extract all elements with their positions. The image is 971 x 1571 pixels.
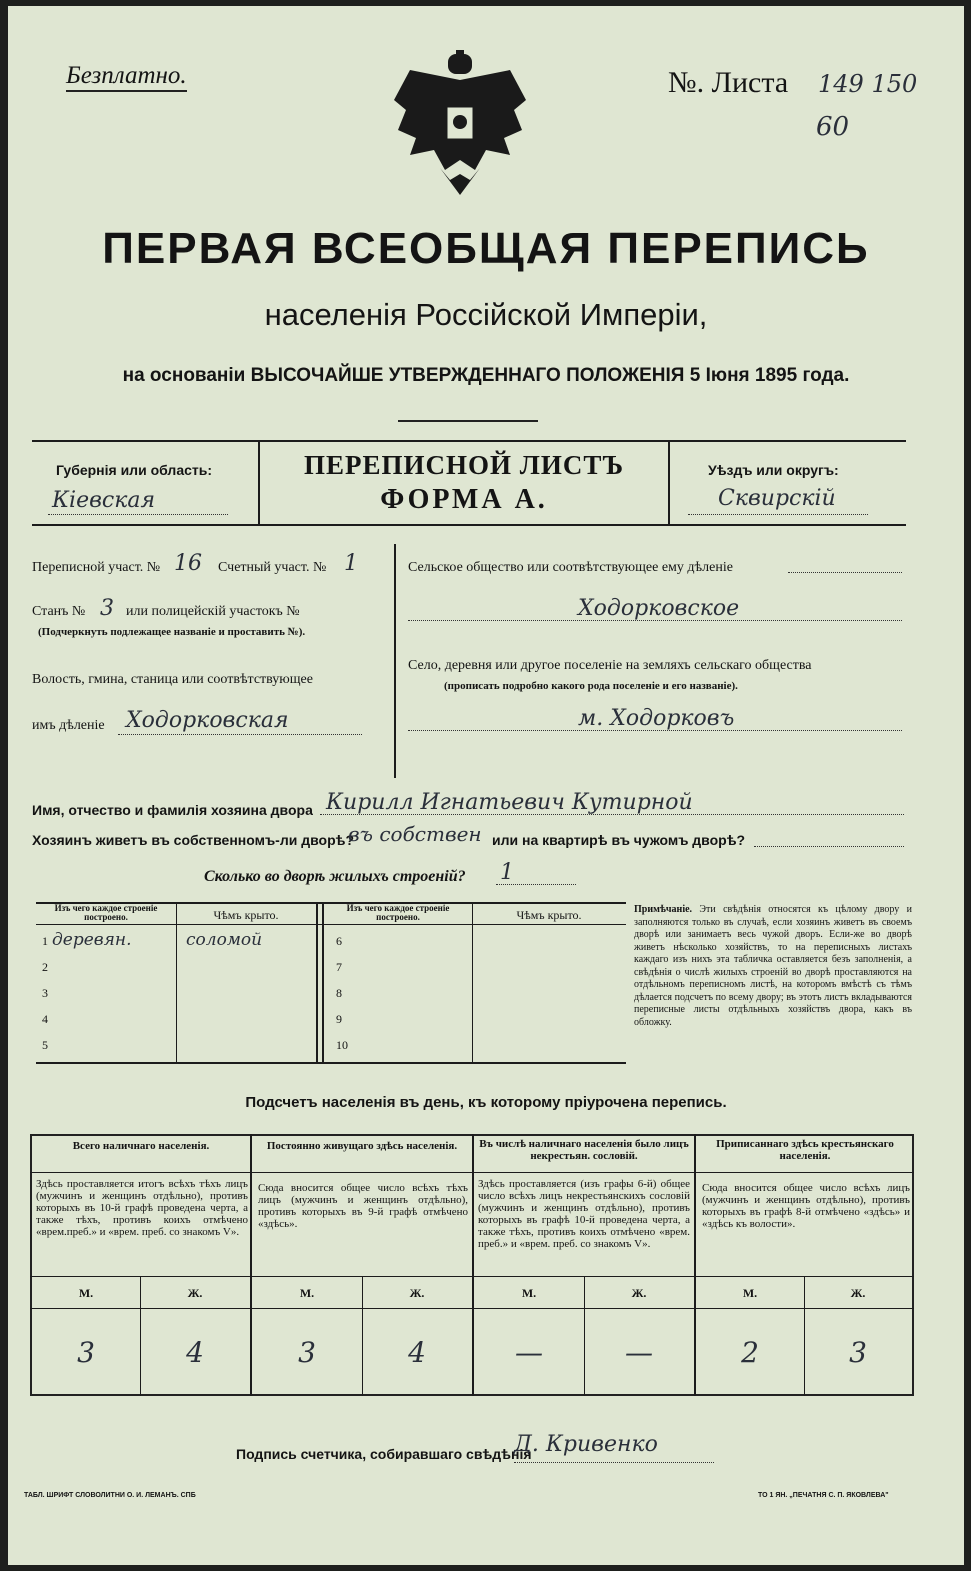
buildings-label: Сколько во дворѣ жилыхъ строеній? [204,868,466,885]
rule [496,884,576,885]
row-number: 4 [42,1012,48,1026]
table-row [326,982,624,1008]
table-row [36,1034,316,1060]
table-row [36,982,316,1008]
count-area-value: 1 [344,551,358,576]
census-area-value: 16 [174,551,202,576]
society-label: Сельское общество или соотвѣтствующее ему дѣленіе [408,560,733,575]
ornament-divider [398,410,538,422]
row-roof: соломой [186,930,263,950]
row-number: 9 [336,1012,342,1026]
owner-name-label: Имя, отчество и фамилія хозяина двора [32,802,313,818]
count-area-label: Счетный участ. № [218,560,327,575]
village-label: Село, деревня или другое поселеніе на земляхъ сельскаго общества [408,658,812,673]
rule [30,1276,914,1277]
table-row [326,1034,624,1060]
rule [788,572,902,573]
rule [754,846,904,847]
row-number: 2 [42,960,48,974]
buildings-roof-header-2: Чѣмъ крыто. [516,908,582,922]
buildings-rows-left [36,930,316,1060]
buildings-material-header-2: Изъ чего каждое строеніе построено. [346,903,450,922]
rule [394,544,396,778]
f-label: Ж. [850,1286,866,1300]
signature-label: Подпись счетчика, собиравшаго свѣдѣнія [236,1446,532,1462]
buildings-roof-header: Чѣмъ крыто. [213,908,279,922]
row-material: деревян. [52,930,132,950]
rule [30,1308,914,1309]
buildings-rows-right [326,930,624,1060]
table-row [36,956,316,982]
owner-lives-alt-label: или на квартирѣ въ чужомъ дворѣ? [492,832,746,848]
legal-basis: на основаніи ВЫСОЧАЙШЕ УТВЕРЖДЕННАГО ПОЛОЖЕНІЯ 5 Іюня 1895 года. [122,365,850,386]
village-value: м. Ходорковъ [578,706,735,731]
f-label: Ж. [409,1286,425,1300]
permanent-male-value: 3 [298,1336,316,1369]
rule [36,1062,626,1064]
province-value: Кіевская [52,488,156,513]
sheet-number-value: 149 150 [818,70,918,98]
double-headed-eagle-emblem [390,50,530,200]
volost-value: Ходорковская [126,708,289,733]
rule [36,924,626,925]
owner-lives-value: въ собствен [348,822,482,846]
rule [408,620,902,621]
population-col-permanent-desc: Сюда вносится общее число всѣхъ тѣхъ лицъ (мужчинъ и женщинъ отдѣльно), противъ которыхъ въ 9-й графѣ отмѣчено «здѣсь». [258,1182,468,1230]
owner-name-value: Кирилл Игнатьевич Кутирной [326,790,693,815]
buildings-material-header: Изъ чего каждое строеніе построено. [54,903,158,922]
district-value: Сквирскій [718,486,836,511]
rule [32,440,906,442]
rule [30,1172,914,1173]
row-number: 5 [42,1038,48,1052]
rule [32,524,906,526]
police-label: или полицейскій участокъ № [126,604,300,619]
rule [688,514,868,515]
owner-lives-label: Хозяинъ живетъ въ собственномъ-ли дворѣ? [32,832,355,848]
population-col-nonpeasant-desc: Здѣсь проставляется (изъ графы 6-й) общее число всѣхъ лицъ некрестьянскихъ сословій (мужчинъ и женщинъ отдѣльно), противъ которыхъ въ графѣ 10-й проведена черта, а также тѣхъ, противъ коихъ отмѣчено «врем. преб.» и «врем. преб. со знакомъ V». [478,1178,690,1250]
permanent-female-value: 4 [408,1336,426,1369]
rule [514,1462,714,1463]
rule [668,440,670,526]
row-number: 6 [336,934,342,948]
row-number: 7 [336,960,342,974]
sheet-number-extra: 60 [816,112,850,142]
page-title: ПЕРВАЯ ВСЕОБЩАЯ ПЕРЕПИСЬ [102,224,870,273]
buildings-value: 1 [500,860,514,885]
nonpeasant-male-value: — [515,1336,543,1369]
signature-value: Д. Кривенко [514,1432,658,1457]
rule [118,734,362,735]
m-label: М. [521,1286,537,1300]
f-label: Ж. [187,1286,203,1300]
table-row [326,930,624,956]
stan-value: 3 [100,596,114,621]
rule [322,902,324,1062]
page-subtitle: населенія Россійской Имперіи, [264,297,708,332]
stan-label: Станъ № [32,604,86,619]
village-note: (прописать подробно какого рода поселеніе и его названіе). [444,680,738,692]
population-col-nonpeasant-title: Въ числѣ наличнаго населенія было лицъ некрестьян. сословій. [479,1138,689,1162]
census-area-label: Переписной участ. № [32,560,161,575]
police-note: (Подчеркнуть подлежащее названіе и проставить №). [38,626,306,638]
printer-left: ТАБЛ. ШРИФТ СЛОВОЛИТНИ О. И. ЛЕМАНЪ. СПБ [24,1492,196,1499]
table-row [36,930,316,956]
note-text: Эти свѣдѣнія относятся къ цѣлому двору и заполняются только въ случаѣ, если хозяинъ живетъ въ своемъ дворѣ или занимаетъ весь чужой дворъ. Если-же во дворѣ живетъ нѣсколько хозяйствъ, то на переписныхъ листахъ каждаго изъ нихъ эта табличка оставляется безъ заполненія, а свѣдѣнія о числѣ жилыхъ строеній во дворѣ проставляются на отдѣльномъ переписномъ листѣ, на которомъ вмѣстѣ съ тѣмъ дѣлается подсчетъ по всему двору; въ этотъ листъ вкладываются переписные листы отдѣльныхъ хозяйствъ двора, какъ въ обложку. [634,904,913,1028]
form-letter: ФОРМА А. [380,484,548,515]
volost-label: Волость, гмина, станица или соотвѣтствующее [32,672,313,687]
free-label: Безплатно. [66,62,187,92]
province-label: Губернія или область: [56,462,213,478]
society-value: Ходорковское [578,596,740,621]
table-row [36,1008,316,1034]
m-label: М. [78,1286,94,1300]
printer-right: ТО 1 ЯН. „ПЕЧАТНЯ С. П. ЯКОВЛЕВА" [758,1492,889,1499]
district-label: Уѣздъ или округъ: [708,462,839,478]
population-heading: Подсчетъ населенія въ день, къ которому пріурочена перепись. [245,1094,727,1111]
row-number: 3 [42,986,48,1000]
form-title: ПЕРЕПИСНОЙ ЛИСТЪ [303,450,625,480]
population-col-total-desc: Здѣсь проставляется итогъ всѣхъ тѣхъ лицъ (мужчинъ и женщинъ отдѣльно), противъ которыхъ въ 10-й графѣ проведена черта, а также тѣхъ, противъ коихъ отмѣчено «врем.преб.» и «врем. преб. со знакомъ V». [36,1178,248,1238]
census-form-page [8,6,964,1565]
population-col-total-title: Всего наличнаго населенія. [72,1140,210,1152]
row-number: 1 [42,934,48,948]
rule [316,902,318,1062]
f-label: Ж. [631,1286,647,1300]
m-label: М. [299,1286,315,1300]
nonpeasant-female-value: — [625,1336,653,1369]
rule [408,730,902,731]
table-row [326,956,624,982]
total-male-value: 3 [77,1336,95,1369]
total-female-value: 4 [186,1336,204,1369]
registered-female-value: 3 [849,1336,867,1369]
note-title: Примѣчаніе. [634,904,693,915]
row-number: 8 [336,986,342,1000]
registered-male-value: 2 [741,1336,759,1369]
note-block [634,904,912,1029]
population-col-registered-title: Приписаннаго здѣсь крестьянскаго населенія. [716,1138,894,1162]
population-col-permanent-title: Постоянно живущаго здѣсь населенія. [266,1140,458,1152]
m-label: М. [742,1286,758,1300]
sheet-number-label: №. Листа [668,66,789,99]
table-row [326,1008,624,1034]
rule [320,814,904,815]
volost-label-2: имъ дѣленіе [32,718,105,733]
rule [48,514,228,515]
row-number: 10 [336,1038,348,1052]
population-col-registered-desc: Сюда вносится общее число всѣхъ лицъ (мужчинъ и женщинъ отдѣльно), противъ которыхъ въ графѣ 8-й отмѣчено «здѣсь» и «здѣсь къ волости». [702,1182,910,1230]
